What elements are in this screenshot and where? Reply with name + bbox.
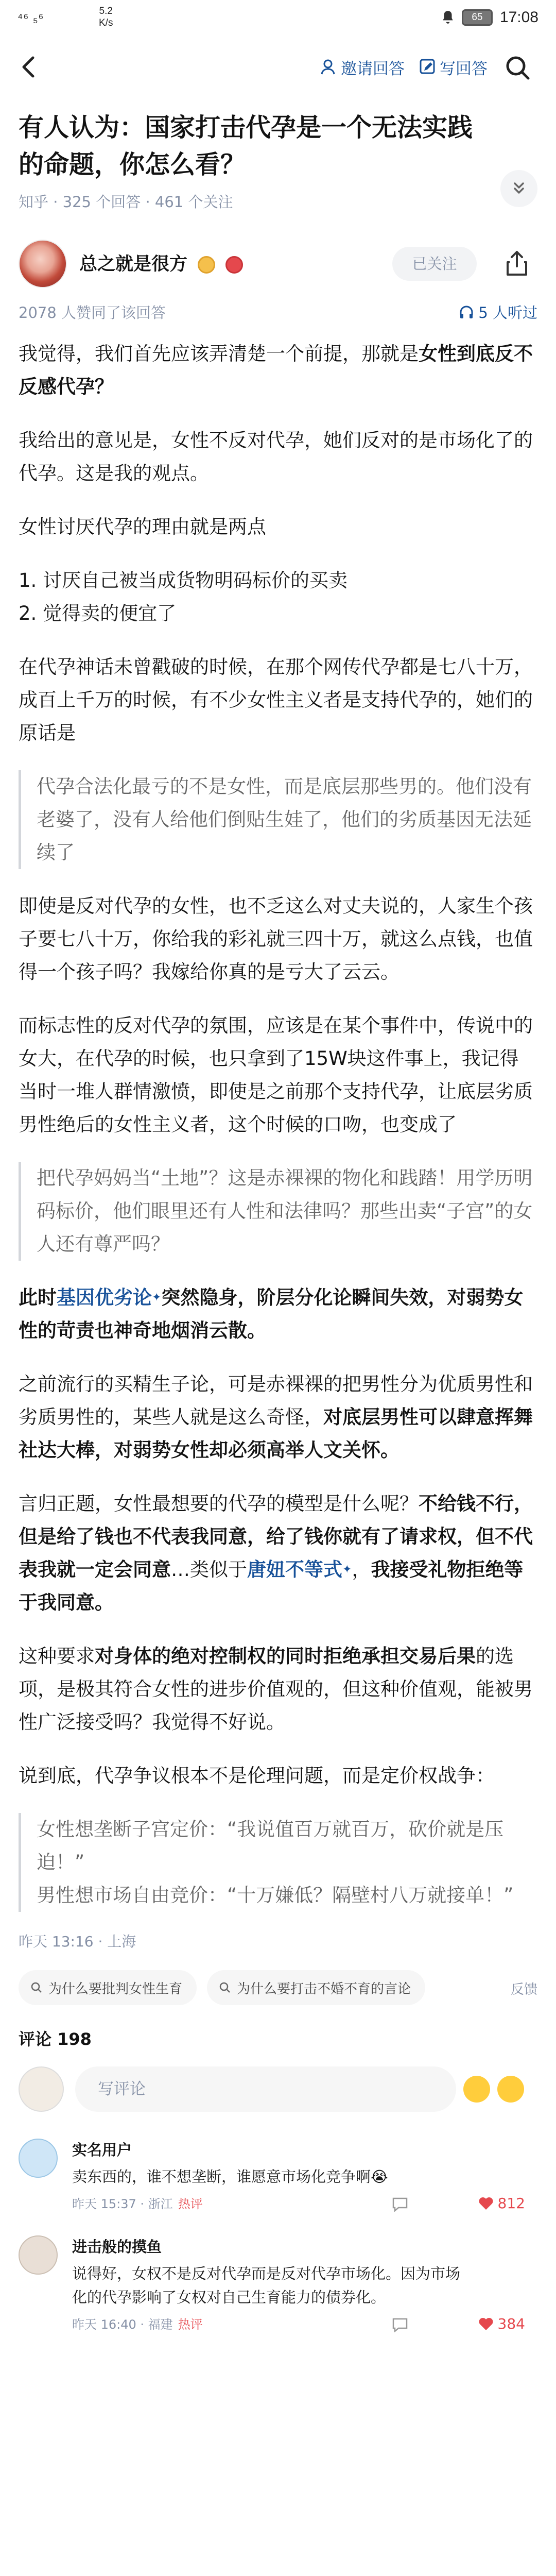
bell-icon [441, 10, 455, 25]
question-header [0, 94, 556, 212]
comment-item [0, 2235, 556, 2332]
commenter-avatar[interactable] [19, 2139, 58, 2178]
status-right [441, 9, 538, 26]
bold-span: 突然隐身，阶层分化论瞬间失效，对弱势女性的苛责也神奇地烟消云散。 [19, 1286, 524, 1342]
comment-meta [72, 2194, 537, 2212]
search-icon[interactable] [503, 54, 532, 82]
paragraph: 即使是反对代孕的女性，也不乏这么对丈夫说的，人家生个孩子要七八十万，你给我的彩礼就三四十万，就这么点钱，也值得一个孩子吗？我嫁给你真的是亏大了云云。 [19, 895, 533, 983]
quote-text: 女性想垄断子宫定价：“我说值百万就百万，砍价就是压迫！” [37, 1818, 504, 1873]
bold-span: 我接受礼物拒绝等于我同意。 [19, 1558, 524, 1614]
text-span: 我觉得，我们首先应该弄清楚一个前提，那就是 [19, 343, 419, 365]
answer-body [0, 337, 556, 1912]
laughing-emoji-icon[interactable] [463, 2076, 490, 2103]
double-chevron-down-icon [510, 179, 528, 198]
comment-input-row [0, 2063, 556, 2115]
commenter-avatar[interactable] [19, 2235, 58, 2275]
post-time: 昨天 13:16 · 上海 [19, 1933, 136, 1950]
list-item: 1. 讨厌自己被当成货物明码标价的买卖 [19, 569, 348, 591]
author-name: 总之就是很方 [79, 254, 188, 275]
status-bar [0, 0, 556, 40]
stat-row [0, 301, 556, 329]
reply-icon[interactable] [391, 2196, 409, 2212]
invite-answer-label: 邀请回答 [341, 59, 405, 78]
write-answer-button[interactable] [419, 54, 488, 80]
sweat-emoji-icon[interactable] [497, 2076, 524, 2103]
paragraph [19, 337, 536, 403]
like-button[interactable] [478, 2315, 525, 2332]
clock: 17:08 [499, 9, 538, 26]
feedback-link[interactable]: 反馈 [510, 1982, 537, 1997]
comment-text: 说得好，女权不是反对代孕而是反对代孕市场化。因为市场化的代孕影响了女权对自己生育能力的债券化。 [72, 2265, 461, 2306]
bold-span: 此时 [19, 1286, 57, 1309]
my-avatar [19, 2066, 64, 2112]
comment-item [0, 2139, 556, 2212]
related-chip[interactable] [19, 1970, 197, 2005]
gold-badge-icon [198, 256, 215, 274]
question-title[interactable]: 有人认为：国家打击代孕是一个无法实践的命题，你怎么看？ [19, 113, 473, 179]
bold-span: 对身体的绝对控制权的同时拒绝承担交易后果 [95, 1645, 476, 1667]
related-chip[interactable] [207, 1970, 425, 2005]
listen-count: 5 人听过 [478, 304, 537, 321]
speed-unit: K/s [99, 18, 113, 28]
comment-meta [72, 2314, 537, 2332]
text-span: 的选项，是极其符合女性的进步价值观的，但这种价值观，能被男性广泛接受吗？我觉得不好说。 [19, 1645, 533, 1733]
reply-icon[interactable] [391, 2317, 409, 2332]
paragraph [19, 1640, 536, 1739]
red-badge-icon [225, 256, 243, 274]
quote-text: 男性想市场自由竞价：“十万嫌低？隔壁村八万就接单！” [37, 1884, 514, 1906]
agree-count-text: 2078 人赞同了该回答 [19, 304, 166, 321]
blockquote [19, 1162, 536, 1261]
heart-icon [478, 2196, 494, 2211]
back-arrow-icon[interactable] [14, 52, 45, 82]
paragraph: 说到底，代孕争议根本不是伦理问题，而是定价权战争： [19, 1765, 495, 1787]
comments-header: 评论 198 [19, 2029, 92, 2049]
text-span: 这种要求 [19, 1645, 95, 1667]
text-span: …类似于 [171, 1558, 247, 1581]
like-count: 812 [497, 2195, 525, 2212]
paragraph: 女性讨厌代孕的理由就是两点 [19, 516, 266, 538]
commenter-name[interactable]: 进击般的摸鱼 [72, 2238, 162, 2256]
search-icon [218, 1981, 232, 1994]
chip-label: 为什么要打击不婚不育的言论 [237, 1981, 411, 1997]
comment-time: 昨天 15:37 · 浙江 [72, 2197, 173, 2211]
link-star-icon: ✦ [152, 1291, 162, 1304]
author-row [0, 235, 556, 292]
reason-list [19, 564, 536, 630]
paragraph: 而标志性的反对代孕的氛围，应该是在某个事件中，传说中的女大，在代孕的时候，也只拿到了15W块这件事上，我记得当时一堆人群情激愤，即使是之前那个支持代孕，让底层劣质男性绝后的女性主义者，这个时候的口吻，也变成了 [19, 1014, 533, 1136]
battery-indicator: 65 [462, 9, 493, 26]
list-item: 2. 觉得卖的便宜了 [19, 602, 177, 624]
paragraph: 在代孕神话未曾戳破的时候，在那个网传代孕都是七八十万，成百上千万的时候，有不少女性主义者是支持代孕的，她们的原话是 [19, 656, 533, 744]
bold-span: 女性到底反不反感代孕？ [19, 343, 533, 398]
text-span: 之前流行的买精生子论，可是赤裸裸的把男性分为优质男性和劣质男性的，某些人就是这么奇怪， [19, 1373, 533, 1428]
like-count: 384 [497, 2315, 525, 2332]
paragraph [19, 1368, 536, 1467]
paragraph [19, 1281, 536, 1347]
search-icon [30, 1981, 43, 1994]
text-span: 言归正题，女性最想要的代孕的模型是什么呢？ [19, 1493, 419, 1515]
commenter-name[interactable]: 实名用户 [72, 2141, 132, 2159]
author-avatar[interactable] [19, 240, 67, 288]
quote-text: 代孕合法化最亏的不是女性，而是底层那些男的。他们没有老婆了，没有人给他们倒贴生娃了，他们的劣质基因无法延续了 [37, 775, 532, 863]
paragraph: 我给出的意见是，女性不反对代孕，她们反对的是市场化了的代孕。这是我的观点。 [19, 429, 533, 484]
signal-indicator: ⁴⁶ ₅⁶ [18, 11, 44, 25]
network-speed [99, 5, 113, 29]
wiki-link-gene[interactable]: 基因优劣论 [57, 1286, 152, 1309]
listen-button[interactable] [459, 301, 537, 323]
comment-input[interactable]: 写评论 [75, 2066, 456, 2112]
speed-value: 5.2 [99, 6, 113, 16]
chip-label: 为什么要批判女性生育 [48, 1981, 183, 1997]
text-span: ， [352, 1558, 371, 1581]
bold-span: 对底层男性可以肆意挥舞社达大棒，对弱势女性却必须高举人文关怀。 [19, 1406, 533, 1461]
followed-button[interactable]: 已关注 [392, 247, 477, 281]
comment-time: 昨天 16:40 · 福建 [72, 2317, 173, 2332]
write-answer-label: 写回答 [440, 59, 488, 78]
hot-tag: 热评 [178, 2197, 203, 2211]
question-meta: 知乎 · 325 个回答 · 461 个关注 [19, 193, 233, 211]
nav-bar [0, 40, 556, 94]
expand-question-button[interactable] [500, 170, 537, 207]
invite-answer-button[interactable] [320, 54, 405, 80]
wiki-link-inequality[interactable]: 唐妞不等式 [247, 1558, 342, 1581]
hot-tag: 热评 [178, 2317, 203, 2332]
related-questions [0, 1970, 556, 2006]
quote-text: 把代孕妈妈当“土地”？这是赤裸裸的物化和践踏！用学历明码标价，他们眼里还有人性和法律吗？那些出卖“子宫”的女人还有尊严吗？ [37, 1167, 533, 1255]
author-name-wrap[interactable] [79, 250, 243, 276]
headphones-icon [459, 304, 474, 320]
bold-span: 不给钱不行，但是给了钱也不代表我同意，给了钱你就有了请求权，但不代表我就一定会同意 [19, 1493, 533, 1581]
person-add-icon [320, 58, 338, 76]
pencil-icon [419, 58, 437, 76]
paragraph [19, 1487, 536, 1619]
share-icon[interactable] [502, 249, 531, 278]
blockquote [19, 1813, 536, 1912]
comment-text: 卖东西的，谁不想垄断，谁愿意市场化竞争啊😭 [72, 2168, 388, 2185]
like-button[interactable] [478, 2195, 525, 2212]
heart-icon [478, 2317, 494, 2331]
blockquote [19, 770, 536, 869]
link-star-icon: ✦ [342, 1563, 352, 1576]
